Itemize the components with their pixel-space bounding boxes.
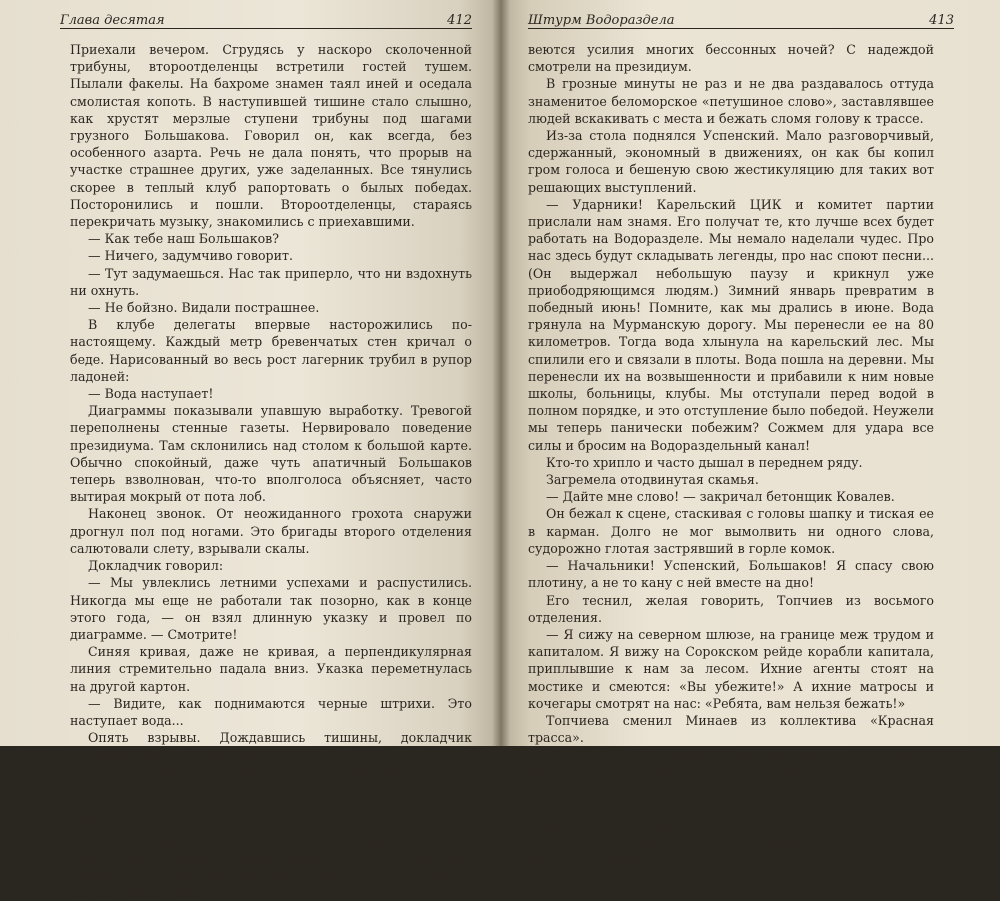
left-page-number: 412	[447, 13, 472, 28]
right-page	[500, 0, 1000, 866]
paragraph: Приехали вечером. Сгрудясь у наскоро сколоченной трибуны, второотделенцы встретили гостей тушем. Пылали факелы. На бахроме знамен таял иней и оседала смолистая копоть. В наступившей тишине стало слышно, как хрустят мерзлые ступени трибуны под шагами грузного Большакова. Говорил он, как всегда, без особенного азарта. Речь не дала понять, что прорыв на участке страшнее других, уже заделанных. Все тянулись скорее в теплый клуб рапортовать о былых победах. Посторонились и пошли. Второотделенцы, стараясь перекричать музыку, знакомились с приехавшими.	[70, 42, 472, 230]
paragraph: — Вода наступает!	[88, 386, 214, 402]
left-page-body	[70, 41, 472, 901]
paragraph: — Ничего, задумчиво говорит.	[88, 248, 293, 264]
paragraph: Его теснил, желая говорить, Топчиев из восьмого отделения.	[528, 592, 934, 625]
paragraph: Из-за стола поднялся Успенский. Мало разговорчивый, сдержанный, экономный в движениях, он как бы копил гром голоса и бешеную свою жестикуляцию для таких вот решающих выступлений.	[528, 128, 934, 195]
paragraph: Докладчик говорил:	[88, 558, 224, 574]
paragraph: — В помощь Водоразделу мы даем лучших ударников. Пусть все другие бригады делают то же, пусть выделяют и шлют!	[528, 747, 934, 797]
paragraph: веются усилия многих бессонных ночей? С надеждой смотрели на президиум.	[528, 42, 934, 75]
right-page-body	[528, 41, 934, 867]
paragraph: — Не бойзно. Видали пострашнее.	[88, 300, 320, 316]
paragraph: — Я сижу на северном шлюзе, на границе меж трудом и капиталом. Я вижу на Сорокском рейде корабли капитала, приплывшие к нам за лесом. Ихние агенты стоят на мостике и смеются: «Вы убежите!» А ихние матросы и кочегары смотрят на нас: «Ребята, вам нельзя бежать!»	[528, 626, 934, 711]
paragraph: Многие опускали головы, прятали в карманы руки, ежась, как от холода. Кому нужны заготовленные ими рапорты о былых победах? Кто будет слушать их, когда вот-вот прахом раз-	[70, 833, 472, 900]
paragraph: — Мы увлеклись летними успехами и распустились. Никогда мы еще не работали так позорно, как в конце этого года, — он взял длинную указку и провел по диаграмме. — Смотрите!	[70, 575, 472, 642]
left-running-header	[60, 8, 472, 29]
paragraph: Кто-то хрипло и часто дышал в переднем ряду.	[546, 454, 863, 470]
right-header-title: Штурм Водораздела	[528, 13, 675, 28]
paragraph: Синяя кривая, даже не кривая, а перпендикулярная линия стремительно падала вниз. Указка переметнулась на другой картон.	[70, 644, 472, 694]
paragraph: «Всем начальникам отделений, техперсоналу, каналоармейцам»	[528, 833, 934, 866]
paragraph: Центральный штаб соревнования и ударничества сформулировал «петушиное слово»:	[528, 798, 934, 832]
paragraph: Опять взрывы. Дождавшись тишины, докладчик выговорил самое страшное:	[70, 730, 472, 763]
paragraph: Топчиева сменил Минаев из коллектива «Красная трасса».	[528, 712, 934, 746]
paragraph: — Дайте мне слово! — закричал бетонщик Ковалев.	[546, 489, 895, 505]
paragraph: — Видите, как поднимаются черные штрихи. Это наступает вода...	[70, 695, 472, 728]
paragraph: В грозные минуты не раз и не два раздавалось оттуда знаменитое беломорское «петушиное слово», заставлявшее людей вскакивать с места и бежать сломя голову к трассе.	[528, 76, 934, 126]
paragraph: Загремела отодвинутая скамья.	[546, 472, 759, 488]
paragraph: — Ударники! Карельский ЦИК и комитет партии прислали нам знамя. Его получат те, кто лучше всех будет работать на Водоразделе. Мы немало наделали чудес. Про нас здесь будут складывать легенды, про нас споют песни... (Он выдержал небольшую паузу и крикнул уже приободряющимся людям.) Зимний январь превратим в победный июнь! Помните, как мы дрались в июне. Вода грянула на Мурманскую дорогу. Мы перенесли ее на 80 километров. Тогда вода хлынула на карельский лес. Мы спилили его и связали в плоты. Вода пошла на деревни. Мы перенесли их на возвышенности и прибавили к ним новые школы, больницы, клубы. Мы отступали перед водой в полном порядке, и это отступление было победой. Неужели мы теперь панически побежим? Сожмем для удара все силы и бросим на Водораздельный канал!	[528, 196, 934, 453]
paragraph: — Вода подступила к самому горлу. Она может сбросить нас в Онего, разметать шлюзы Повенчанки, умчать наши знамена, почетные грамоты, славу — все, чего мы добились...	[70, 764, 472, 832]
paragraph: Наконец звонок. От неожиданного грохота снаружи дрогнул пол под ногами. Это бригады второго отделения салютовали слету, взрывали скалы.	[70, 506, 472, 556]
book-gutter-shadow	[492, 0, 510, 746]
right-page-number: 413	[929, 13, 954, 28]
paragraph: — Тут задумаешься. Нас так приперло, что ни вздохнуть ни охнуть.	[70, 265, 472, 298]
paragraph: Он бежал к сцене, стаскивая с головы шапку и тиская ее в карман. Долго не мог вымолвить ни одного слова, судорожно глотая застрявший в горле комок.	[528, 506, 934, 556]
paragraph: Диаграммы показывали упавшую выработку. Тревогой переполнены стенные газеты. Нервировало поведение президиума. Там склонились над столом к большой карте. Обычно спокойный, даже чуть апатичный Большаков теперь взволнован, что-то вполголоса объясняет, часто вытирая мокрый от пота лоб.	[70, 403, 472, 505]
paragraph: — Как тебе наш Большаков?	[88, 231, 280, 247]
paragraph: В клубе делегаты впервые насторожились по-настоящему. Каждый метр бревенчатых стен кричал о беде. Нарисованный во весь рост лагерник трубил в рупор ладоней:	[70, 317, 472, 384]
left-header-title: Глава десятая	[60, 13, 165, 28]
paragraph: — Начальники! Успенский, Большаков! Я спасу свою плотину, а не то кану с ней вместе на дно!	[528, 558, 934, 591]
left-page	[0, 0, 500, 900]
right-running-header	[528, 8, 954, 29]
